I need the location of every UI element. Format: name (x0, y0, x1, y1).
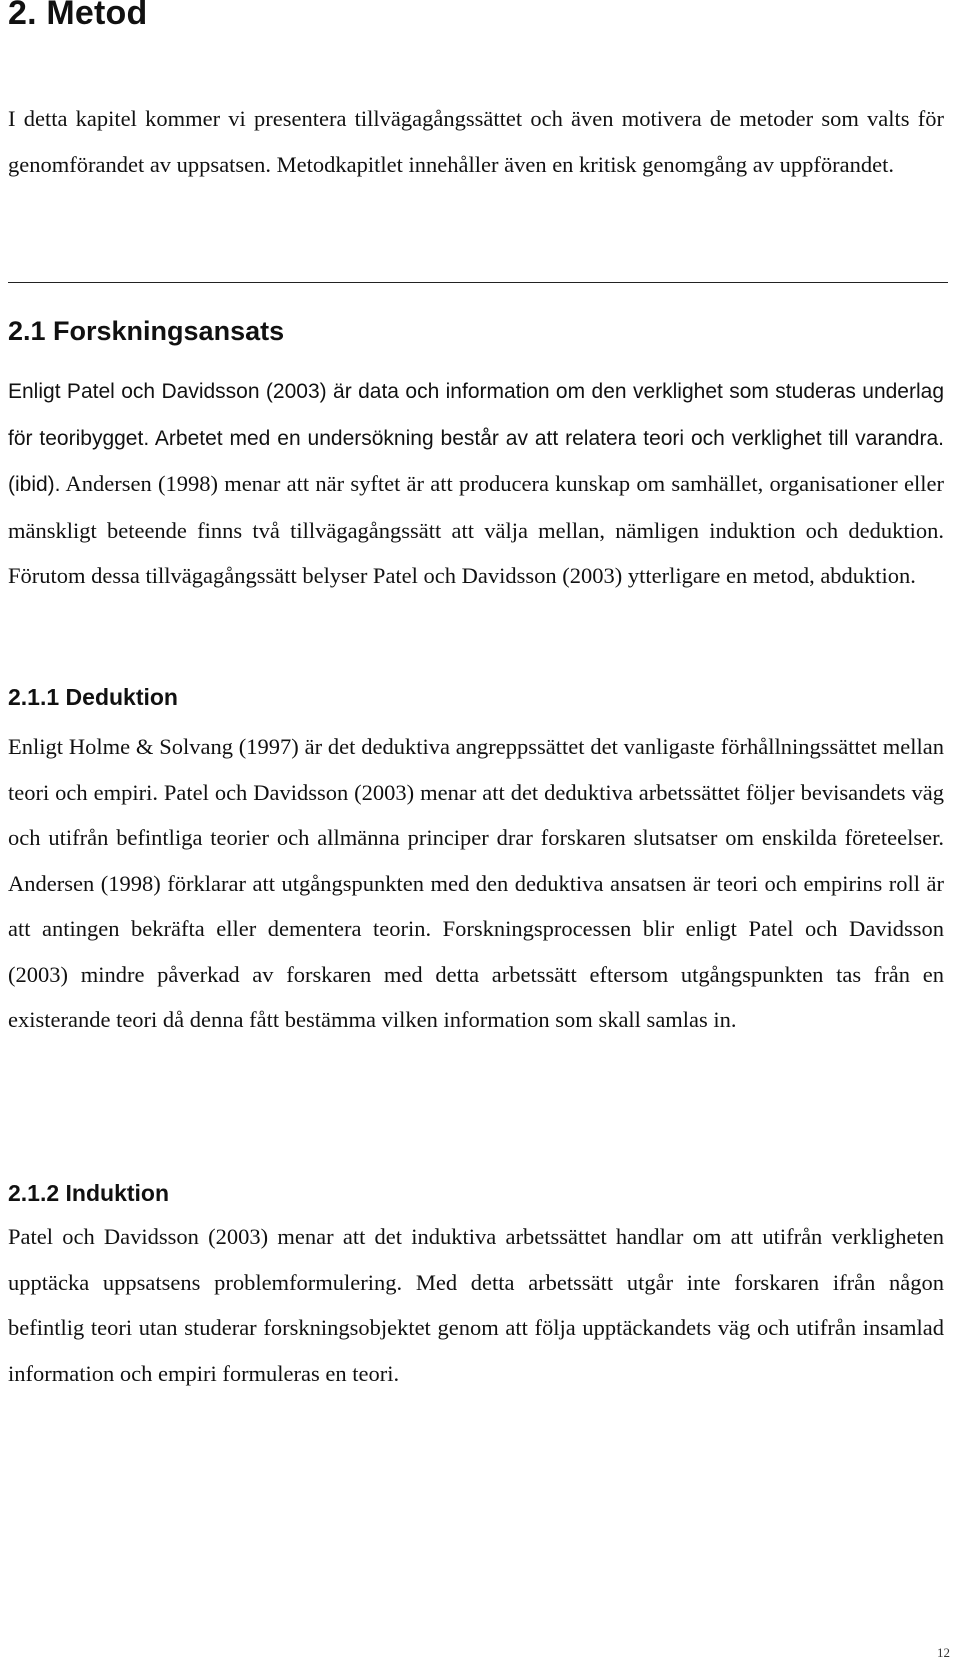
forskningsansats-sans-text: Enligt Patel och Davidsson (2003) är data och information om den verklighet som studeras underlag för teoribygget. Arbetet med en undersökning består av att relatera teori och verklighet till varandra. (ibid). (8, 380, 944, 496)
forskningsansats-serif-text: Andersen (1998) menar att när syftet är att producera kunskap om samhället, organisationer eller mänskligt beteende finns två tillvägagångssätt att välja mellan, nämligen induktion och deduktion. Förutom dessa tillvägagångssätt belyser Patel och Davidsson (2003) ytterligare en metod, abduktion. (8, 471, 944, 588)
forskningsansats-paragraph (8, 368, 944, 599)
deduktion-paragraph: Enligt Holme & Solvang (1997) är det deduktiva angreppssättet det vanligaste förhållningssättet mellan teori och empiri. Patel och Davidsson (2003) menar att det deduktiva arbetssättet följer bevisandets väg och utifrån befintliga teorier och allmänna principer drar forskaren slutsatser om enskilda företeelser. Andersen (1998) förklarar att utgångspunkten med den deduktiva ansatsen är teori och empirins roll är att antingen bekräfta eller dementera teorin. Forskningsprocessen blir enligt Patel och Davidsson (2003) mindre påverkad av forskaren med detta arbetssätt eftersom utgångspunkten tas från en existerande teori då denna fått bestämma vilken information som skall samlas in. (8, 734, 944, 1032)
induktion-paragraph: Patel och Davidsson (2003) menar att det induktiva arbetssättet handlar om att utifrån verkligheten upptäcka uppsatsens problemformulering. Med detta arbetssätt utgår inte forskaren ifrån någon befintlig teori utan studerar forskningsobjektet genom att följa upptäckandets väg och utifrån insamlad information och empiri formuleras en teori. (8, 1224, 944, 1386)
intro-paragraph: I detta kapitel kommer vi presentera tillvägagångssättet och även motivera de metoder som valts för genomförandet av uppsatsen. Metodkapitlet innehåller även en kritisk genomgång av uppförandet. (8, 106, 944, 177)
subsection-heading-induktion: 2.1.2 Induktion (8, 1180, 170, 1206)
section-divider (8, 282, 948, 283)
chapter-heading: 2. Metod (8, 0, 148, 32)
subsection-heading-deduktion: 2.1.1 Deduktion (8, 684, 178, 710)
section-heading-forskningsansats: 2.1 Forskningsansats (8, 316, 285, 346)
page-number: 12 (937, 1645, 950, 1660)
